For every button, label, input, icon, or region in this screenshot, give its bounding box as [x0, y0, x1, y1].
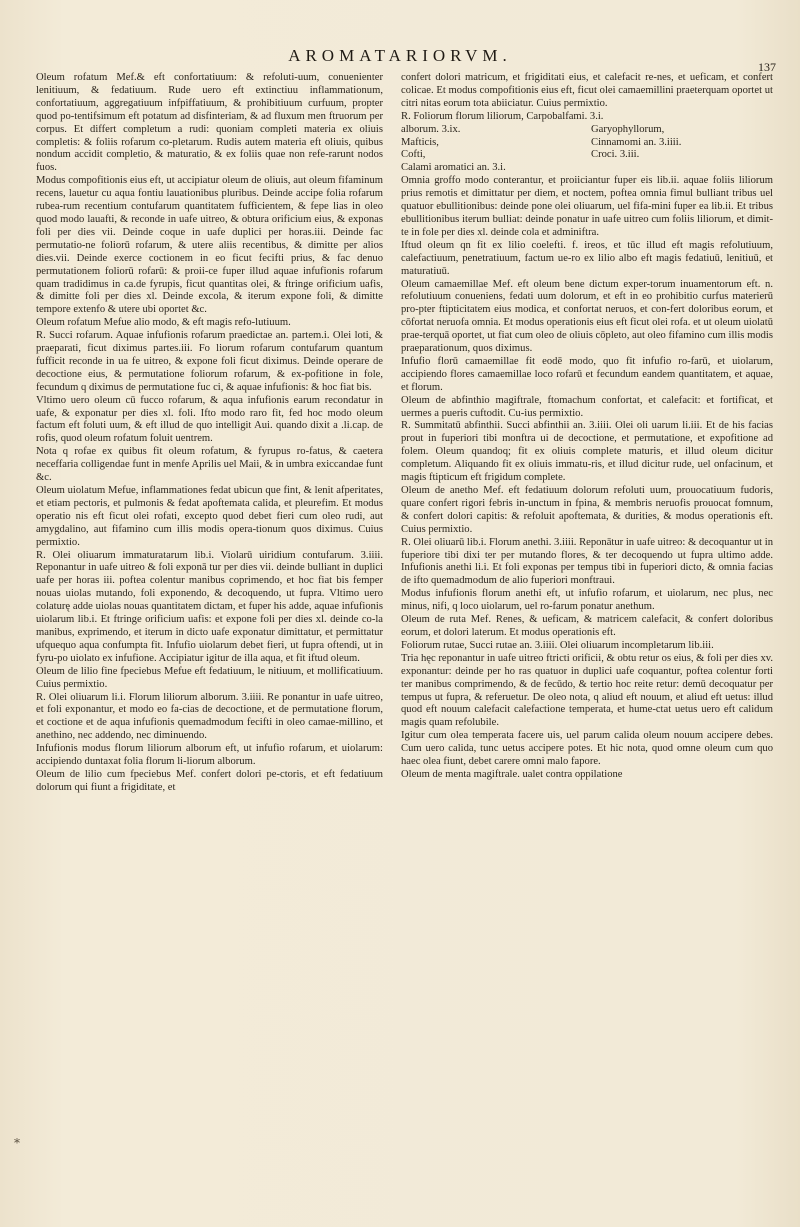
recipe-tail: Calami aromatici an. 3.i.	[401, 162, 506, 174]
paragraph: confert dolori matricum, et frigiditati eius, et calefacit re-nes, et ueficam, et confert colicae. Et modus compofitionis eius eft, ficut olei camaemillini praeterquam oportet ut citri nitas eorum tota abiiciatur. Cuius permixtio.	[401, 72, 773, 109]
footer-mark: *	[14, 1136, 20, 1150]
paragraph: R. Olei oliuarū lib.i. Florum anethi. 3.iiii. Reponātur in uafe uitreo: & decoquantur ut in fuperiore tibi dixi ter per mutando flores, & ter decoquendo ut fupra ultimo adde. Infufionis anethi li.i. Et foli exponas per tempus tibi in fuperiori dicto, & omnia facias de ifto quemadmodum de alio fuperiori monftraui.	[401, 536, 773, 587]
ingredient: Mafticis,	[401, 136, 439, 148]
paragraph: Modus infufionis florum anethi eft, ut infufio rofarum, et uiolarum, nec plus, nec minus, nifi, q loco uiolarum, uel ro-farum ponatur anethum.	[401, 588, 773, 613]
paragraph: Infufionis modus florum liliorum alborum eft, ut infufio rofarum, et uiolarum: accipiendo duntaxat folia florum li-liorum alborum.	[36, 743, 383, 768]
page-number: 137	[758, 60, 776, 74]
paragraph: Tria hęc reponantur in uafe uitreo ftricti orificii, & obtu retur os eius, & foli per dies xv. exponantur: deinde per ho ras quatuor in duplici uafe coquantur, poftea colentur forti ter manibus comprimendo, & de fecūdo, & tertio hoc reite retur: demū decoquatur per tempus ut fupra, & referuetur. De oleo nota, q aliud eft nouum, et aliud eft uetus: illud quod eft nouum calefacit calefactione temperata, et hume-ctat uetus uero eft calidum magis quam refolubile.	[401, 652, 773, 729]
paragraph: Iftud oleum qn fit ex lilio coelefti. f. ireos, et tūc illud eft magis refolutiuum, calefactiuum, penetratiuum, factum ue-ro ex lilio albo eft magis fedatiuū, lenitiuū, et maturatiuū.	[401, 239, 773, 277]
ingredient: alborum. 3.ix.	[401, 123, 461, 135]
paragraph: Oleum de lilio cum fpeciebus Mef. confert dolori pe-ctoris, et eft fedatiuum dolorum qui fiunt a frigiditate, et	[36, 768, 383, 793]
ingredient-list	[401, 124, 773, 163]
paragraph: Omnia groffo modo conterantur, et proiiciantur fuper eis lib.ii. aquae foliis liliorum prius remotis et dimittatur per diem, et noctem, poftea omnia fimul bulliant tribus uel quatuor ebullitionibus: deinde pone olei oliuarum, uel fifa-mini fuper ea lib.ii. Et tribus ebullitionibus iterum bulliat: deinde ponatur in uafe uitreo cum foliis liliorum, et dimit-te in fole per dies xl. deinde cola et adminiftra.	[401, 175, 773, 238]
paragraph: Foliorum rutae, Succi rutae an. 3.iiii. Olei oliuarum incompletarum lib.iii.	[401, 639, 714, 651]
paragraph: R. Olei oliuarum immaturatarum lib.i. Violarū uiridium contufarum. 3.iiii. Reponantur in uafe uitreo & foli exponā tur per dies vii. deinde bulliant in duplici uafe per horas iii. poftea colentur manibus coprimendo, et hoc fiat bis femper nouas uiolas mutando, foli exponendo, & decoquendo, ut fupra. Vltimo uero colaturę adde uiolas nouas quantitatem dictam, et fuper his adde, aquae infufionis uiolarum lib.i. Et ftringe orificium uafis: et expone foli per dies xl. deinde co-la manibus, exprimendo, et iterum in dicto uafe exponatur dimittatur, et permittatur ufquequo aqua confumpta fit. Infufio uiolarum debet fieri, ut fupra oftendi, ut in fyru-po uiolato ex infufione. Accipiatur igitur de illa aqua, et fit iftud oleum.	[36, 549, 383, 664]
ingredient: Cinnamomi an. 3.iiii.	[591, 136, 682, 148]
paragraph: Infufio florū camaemillae fit eodē modo, quo fit infufio ro-farū, et uiolarum, accipiendo flores camaemillae loco rofarū et fecundum eandem quantitatem, et aquae, et florum.	[401, 355, 773, 393]
ingredient: Cofti,	[401, 149, 426, 161]
paragraph: Oleum de abfinthio magiftrale, ftomachum confortat, et calefacit: et fortificat, et uermes a pueris cuftodit. Cu-ius permixtio.	[401, 394, 773, 419]
paragraph: Oleum de anetho Mef. eft fedatiuum dolorum refoluti uum, prouocatiuum fudoris, quare confert rigori febris in-unctum in fpina, & membris neruofis prouocat fomnum, & confert dolori capitis: & refoluit apoftemata, & durities, & modus operationis eft. Cuius permixtio.	[401, 485, 773, 535]
left-column	[36, 72, 383, 1202]
paragraph: Vltimo uero oleum cū fucco rofarum, & aqua infufionis earum recondatur in uafe, & exponatur per dies xl. foli. Ifto modo raro fit, fed hoc modo oleum factum eft foluti uum, & eft illud de quo intelligit Aui. quando dixit a .li.cap. de rofis, quod oleum rofatum foluit uentrem.	[36, 394, 383, 445]
paragraph: Nota q rofae ex quibus fit oleum rofatum, & fyrupus ro-fatus, & caetera neceffaria colligendae funt in menfe Aprilis uel Maii, & in umbra exiccandae funt &c.	[36, 446, 383, 484]
recipe-intro: R. Foliorum florum liliorum, Carpobalfami. 3.i.	[401, 110, 604, 122]
paragraph: Modus compofitionis eius eft, ut accipiatur oleum de oliuis, aut oleum fifaminum recens, lauetur cu aqua fontiu lauationibus pluribus. Deinde accipe folia rofarum rubea-rum recentium contufarum quantitatem fufficientem, & fepe lias in oleo quod modo lauafti, & reconde in uafe uitreo, & obtura orificium eius, & exponas foli per dies vii. Deinde coque in uafe duplici per horas.iii. Deinde fac permutatio-ne foliorū rofarum, & utere aliis recentibus, & dimitte per alios dies.vii. Deinde exerce coctionem in eo ficut fecifti prius, & fac denuo permutationem foliorū rofarū: & proii-ce fuper illud aquae infufionis rofarum quam tradidimus in ca.de fyrupis, ficut quantitas olei, & ftringe orificium uafis, & dimitte foli per dies xl. Deinde excola, & iterum expone foli, & dimitte tempore extenfo & utere ubi oportet &c.	[36, 175, 383, 316]
paragraph: R. Olei oliuarum li.i. Florum liliorum alborum. 3.iiii. Re ponantur in uafe uitreo, et foli exponantur, et modo eo fa-cias de decoctione, et de permutatione florum, et coctione et de aqua infufionis quemadmodum fecifti in oleo camae-millino, et anethino, nec addendo, nec diminuendo.	[36, 691, 383, 742]
paragraph: Oleum camaemillae Mef. eft oleum bene dictum exper-torum inuamentorum eft. n. refolutiuum conueniens, fedati uum dolorum, et eft in eo prohibitio curfus materierū pro-pter ftipticitatem eius modica, et confortat neruos, et con-fert doloribus eorum, et cōfortat neruofa omnia. Et modus operationis eius eft ficut olei rofa. et ut oleum uiolatū prae-terquā oportet, ut fiat cum oleo de oliuis cōpleto, aut oleo fifamino cum illis modis praeparationum, quos diximus.	[401, 278, 773, 355]
paragraph: Oleum uiolatum Mefue, inflammationes fedat ubicun que fint, & lenit afperitates, et etiam pectoris, et pulmonis & fedat apoftemata calida, et pleurefim. Et modus operatio nis eft ficut olei rofati, excepto quod debet fieri cum oleo rudi, aut amygdalino, aut fifamino cum illis modis opera-tionum quos diximus. Cuius permixtio.	[36, 485, 383, 548]
paragraph: Igitur cum olea temperata facere uis, uel parum calida oleum nouum accipere debes. Cum uero calida, tunc uetus accipere potes. Et hic nota, quod omne oleum cum quo haec olea fiunt, debet carere omni malo fapore.	[401, 730, 773, 768]
right-column	[401, 72, 773, 1202]
ingredient: Garyophyllorum,	[591, 123, 665, 135]
paragraph: Oleum de ruta Mef. Renes, & ueficam, & matricem calefacit, & confert doloribus eorum, et dolori laterum. Et modus operationis eft.	[401, 614, 773, 638]
running-title: AROMATARIORVM.	[288, 46, 512, 65]
ingredient: Croci. 3.iii.	[591, 149, 640, 161]
paragraph: R. Succi rofarum. Aquae infufionis rofarum praedictae an. partem.i. Olei loti, & praeparati, ficut diximus partes.iii. Fo liorum rofarum contufarum quantum fufficit reconde in ua fe uitreo, & expone foli ficut diximus. Deinde operare de decoctione eius, & permutatione foliorum rofarum, & ex-pofitione in fole, fecundum q diximus de permutatione fuc ci, & aquae infufionis: & hoc fiat bis.	[36, 330, 383, 393]
paragraph: R. Summitatū abfinthii. Succi abfinthii an. 3.iiii. Olei oli uarum li.iii. Et de his facias prout in fuperiori tibi monftra ui de decoctione, et permutatione, et expofitione ad folem. Oleum quandoq; fit ex oliuis complete maturis, et illud oleum dicitur completum. Aliquando fit ex oliuis immatu-ris, et illud dicitur rude, uel onfacinum, et magis ftipticum eft frigidum complete.	[401, 420, 773, 484]
paragraph: Oleum de menta magiftrale. ualet contra oppilatione	[401, 768, 623, 780]
paragraph: Oleum rofatum Mef.& eft confortatiuum: & refoluti-uum, conuenienter lenitiuum, & fedatiuum. Rude uero eft extinctiuu inflammationum, confortatiuum, aggregatiuum infpiffatiuum, & prohibitiuum curfuum, propter quod po-tentifsimum eft potatum ad disfinteriam, & ad fluxum men ftruorum per corpus. Et differt completum a rudi: quoniam completi materia ex oliuis completis: & foliis rofarum co-pletarum. Rudis autem materia eft oliuis, quibus nondum accidit completio, & maturatio, & ex foliis quae non refe-rarunt nodos fuos.	[36, 72, 383, 174]
paragraph: Oleum de lilio fine fpeciebus Mefue eft fedatiuum, le nitiuum, et mollificatiuum. Cuius permixtio.	[36, 665, 383, 690]
paragraph: Oleum rofatum Mefue alio modo, & eft magis refo-lutiuum.	[36, 317, 291, 329]
